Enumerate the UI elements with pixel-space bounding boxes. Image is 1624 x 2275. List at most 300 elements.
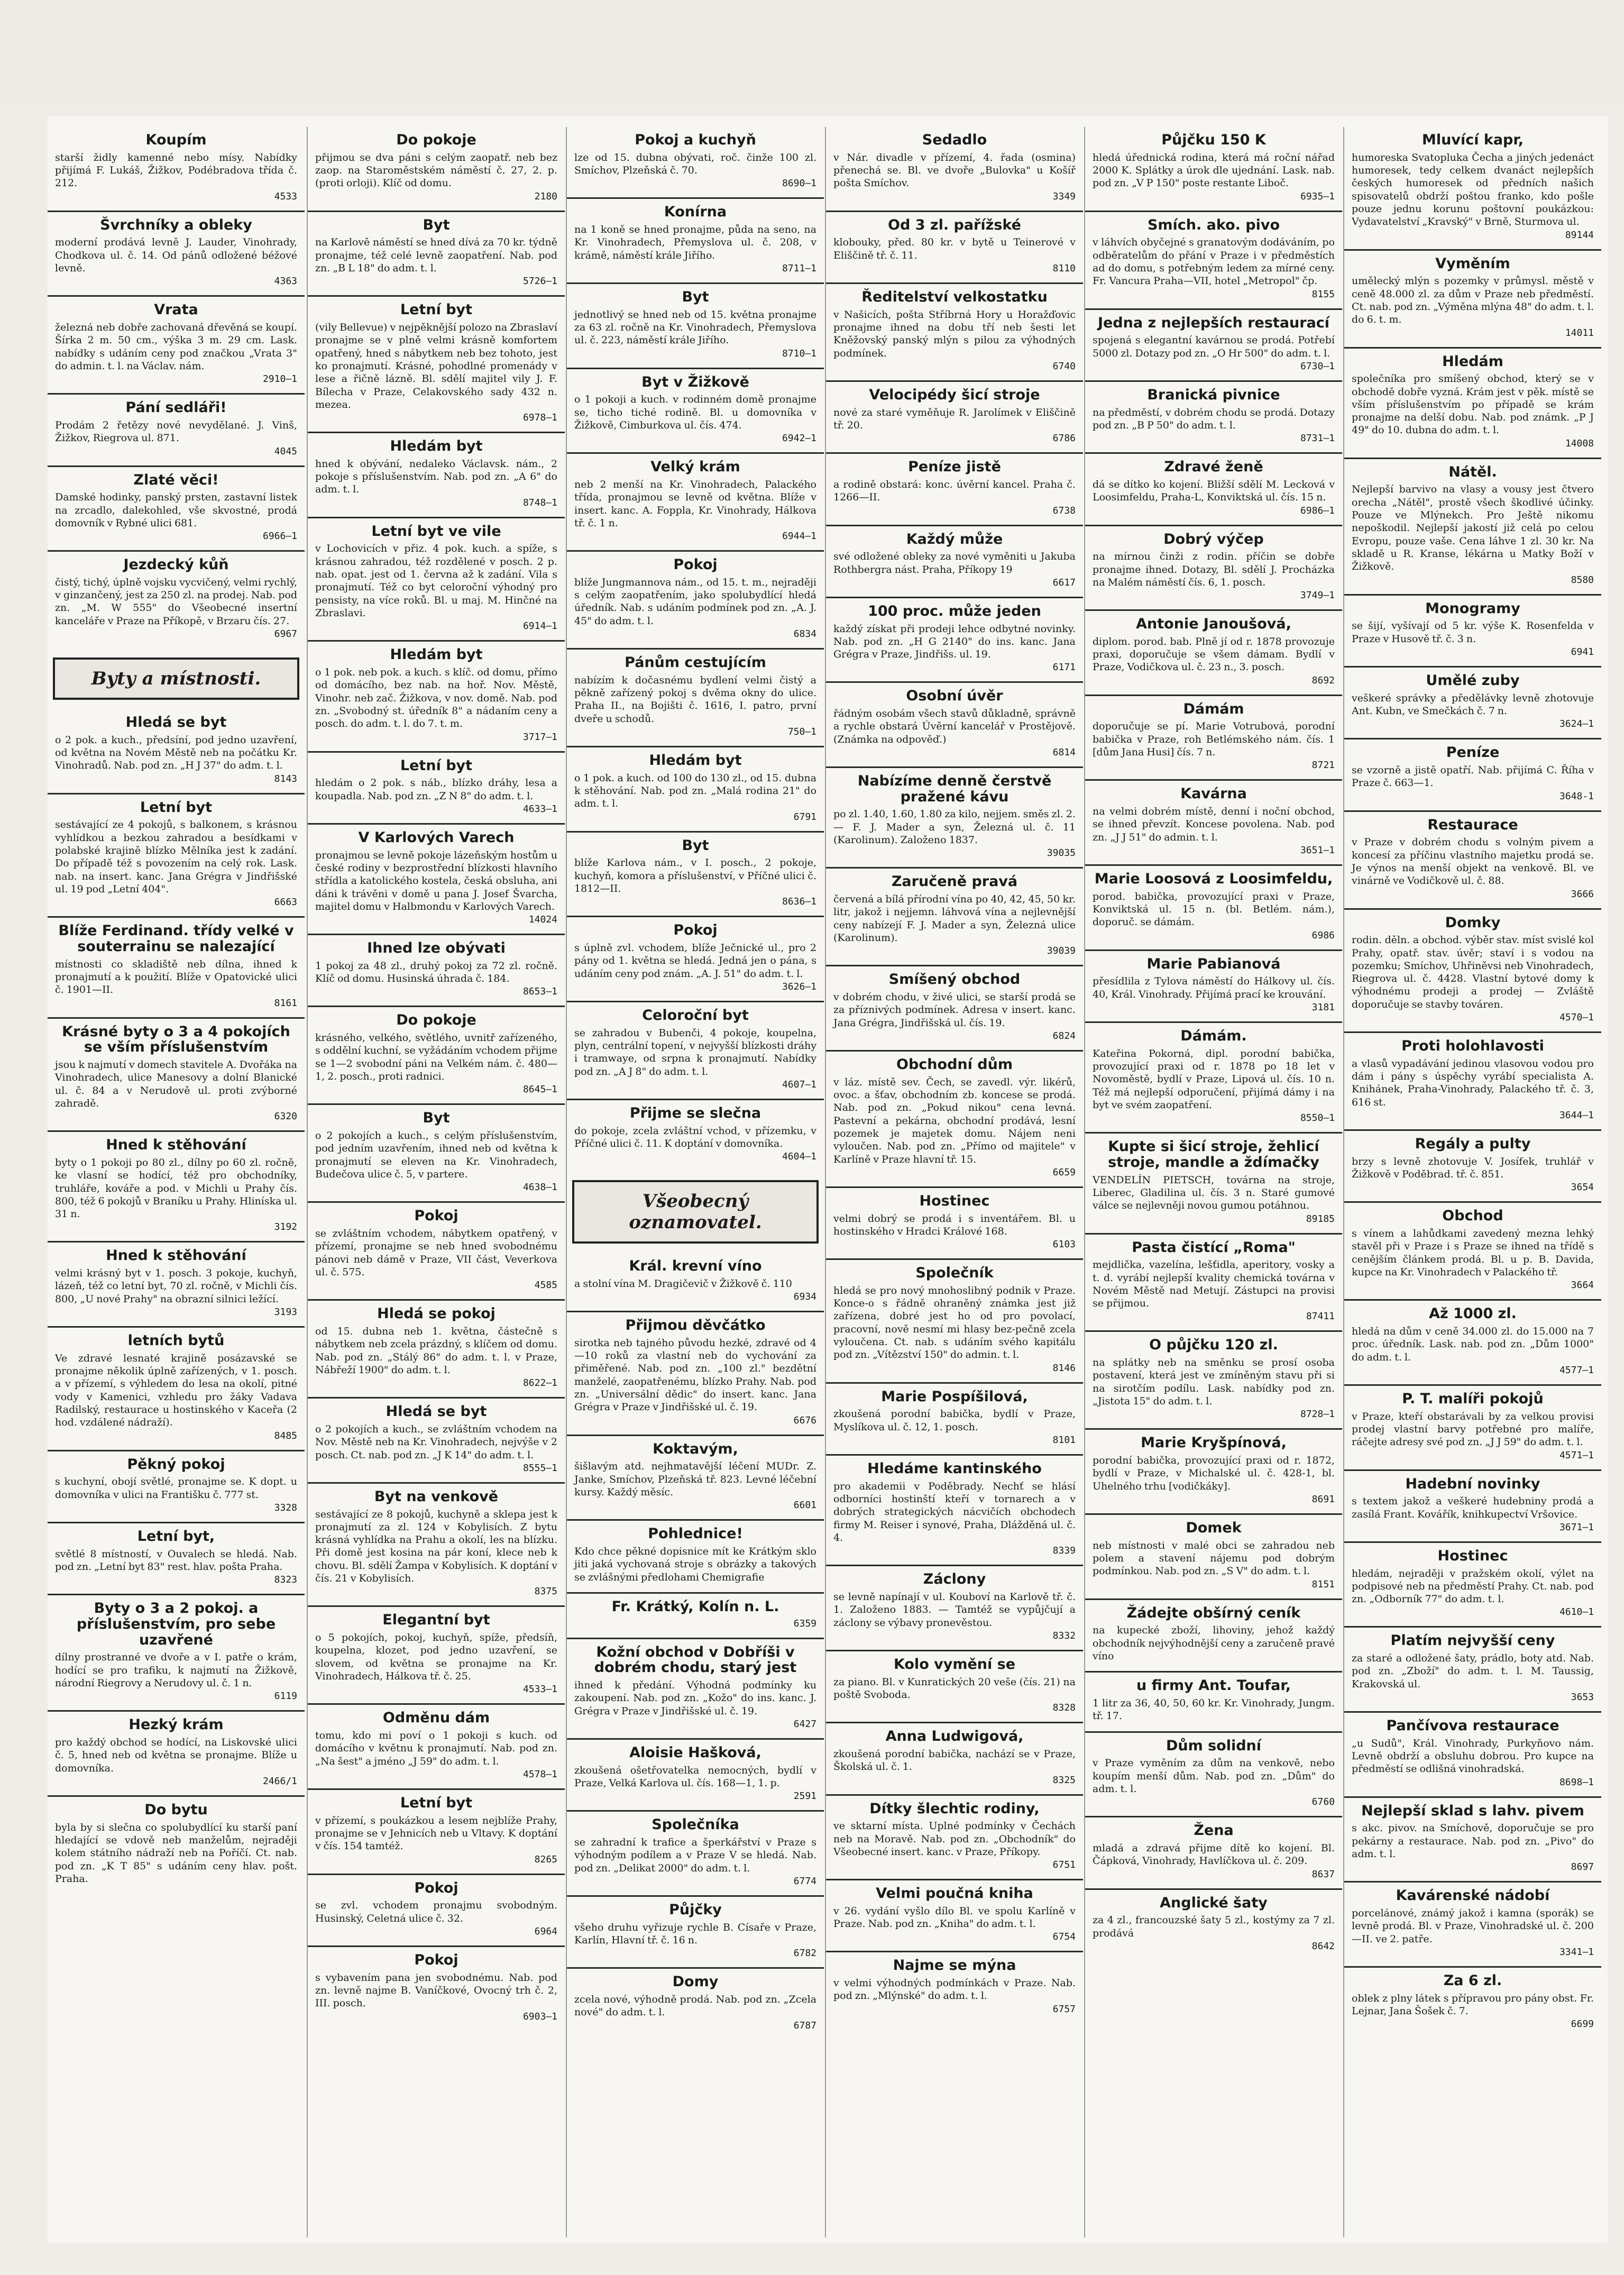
ad-heading: Hostinec xyxy=(1437,1547,1508,1564)
ad-heading: Domky xyxy=(1445,914,1501,931)
classified-ad xyxy=(308,1788,565,1874)
classified-ad xyxy=(826,1951,1083,2023)
ad-number: 4638—1 xyxy=(522,1182,557,1193)
ad-number: 8328 xyxy=(1052,1702,1076,1714)
ad-heading: Sedadlo xyxy=(922,132,987,148)
ad-number: 6760 xyxy=(1311,1796,1335,1808)
ad-number: 6617 xyxy=(1052,577,1076,588)
ad-heading: Pokoj xyxy=(673,556,718,573)
ad-heading: Letní byt xyxy=(400,757,473,774)
ad-heading: Krásné byty o 3 a 4 pokojích se vším příslušenstvím xyxy=(62,1023,290,1056)
ad-text: všeho druhu vyřizuje rychle B. Císaře v Praze, Karlín, Hlavní tř. č. 16 n. xyxy=(574,1921,816,1946)
classified-ad xyxy=(826,1794,1083,1879)
ad-text: rodin. děln. a obchod. výběr stav. míst svislé kol Prahy, opatř. stav. úvěr; staví i s vodou na pozemku; Smíchov, Uhřiněvsi neb Vinohradech, Riegrova ul. č. 4428. Vlastní bytové domy k výhodnému prodeji a prodej — Zvláště doporučuje se stavby továren. xyxy=(1352,934,1594,1010)
classified-ad xyxy=(567,1001,824,1099)
ad-text: za 4 zl., francouzské šaty 5 zl., kostýmy za 7 zl. prodává xyxy=(1093,1914,1335,1939)
ad-number: 8622—1 xyxy=(522,1377,557,1389)
classified-ad xyxy=(826,1722,1083,1794)
classified-ad xyxy=(1085,1888,1342,1960)
classified-ad xyxy=(308,295,565,432)
ad-number: 4604—1 xyxy=(782,1151,816,1163)
ad-number: 6663 xyxy=(274,897,297,908)
classified-ad xyxy=(567,1253,824,1311)
ad-number: 8555—1 xyxy=(522,1462,557,1474)
ad-text: v 26. vydání vyšlo dílo Bl. ve spolu Karlíně v Praze. Nab. pod zn. „Kniha" do adm. t. l. xyxy=(833,1905,1076,1930)
ad-text: a vlasů vypadávání jedinou vlasovou vodou pro dám i pány s úspěchy vyrábí specialista A. Knihánek, Praha-Vinohrady, Palackého tř. č. 3, 616 st. xyxy=(1352,1057,1594,1108)
ad-heading: Peníze xyxy=(1446,744,1500,761)
classified-ad xyxy=(1085,452,1342,524)
ad-number: 8690—1 xyxy=(782,178,816,189)
ad-heading: Letní byt xyxy=(140,799,213,816)
ad-heading: Od 3 zl. pařížské xyxy=(888,216,1021,233)
ad-number: 6903—1 xyxy=(522,2011,557,2022)
ad-heading: Hledám xyxy=(1442,353,1503,370)
ad-number: 6427 xyxy=(793,1718,816,1730)
ad-text: byla by si slečna co spolubydlící ku starší paní hledající se vdově neb manželům, nejraději kolem státního nádraží neb na Poříčí. Ct. nab. pod zn. „K T 85" s udáním ceny hlav. pošt. Praha. xyxy=(55,1821,297,1885)
ad-heading: Dámám xyxy=(1183,700,1244,717)
ad-text: o 1 pokoji a kuch. v rodinném domě pronajme se, ticho tiché rodině. Bl. u domovníka v Žižkově, Cimburkova ul. čís. 474. xyxy=(574,394,816,431)
ad-text: nové za staré vyměňuje R. Jarolímek v Eliščině tř. 20. xyxy=(833,406,1076,431)
ad-text: s kuchyní, obojí světlé, pronajme se. K dopt. u domovníka v ulici na Františku č. 777 st. xyxy=(55,1476,297,1501)
classified-ad xyxy=(826,867,1083,965)
ad-heading: Marie Pospíšilová, xyxy=(881,1388,1028,1405)
classified-ad xyxy=(308,1605,565,1703)
ad-heading: Hadební novinky xyxy=(1405,1475,1540,1492)
ad-number: 6986 xyxy=(1311,929,1335,941)
ad-number: 6738 xyxy=(1052,505,1076,516)
classified-ad xyxy=(826,525,1083,597)
ad-heading: P. T. malíři pokojů xyxy=(1402,1390,1544,1407)
ad-text: světlé 8 místností, v Ouvalech se hledá. Nab. pod zn. „Letní byt 83" rest. hlav. pošta Praha. xyxy=(55,1548,297,1573)
ad-number: 8265 xyxy=(534,1853,557,1865)
ad-number: 6942—1 xyxy=(782,433,816,444)
classifieds-sheet xyxy=(48,116,1608,2243)
ad-number: 89144 xyxy=(1565,229,1594,241)
ad-text: na 1 koně se hned pronajme, půda na seno, na Kr. Vinohradech, Přemyslova ul. č. 208, v krámě, náměstí krále Jiřího. xyxy=(574,224,816,261)
ad-text: zkoušená porodní babička, nachází se v Praze, Školská ul. č. 1. xyxy=(833,1748,1076,1773)
classified-ad xyxy=(48,1130,305,1241)
classified-ad xyxy=(1085,949,1342,1021)
ad-text: se vzorně a jistě opatří. Nab. přijímá C. Říha v Praze č. 663—1. xyxy=(1352,764,1594,789)
classified-ad xyxy=(1344,1966,1601,2038)
classified-ad xyxy=(567,746,824,831)
classified-ad xyxy=(1085,779,1342,864)
ad-text: jednotlivý se hned neb od 15. května pronajme za 63 zl. ročně na Kr. Vinohradech, Přemyslova ul. č. 223, náměstí krále Jiřího. xyxy=(574,308,816,346)
ad-text: hned k obývání, nedaleko Václavsk. nám., 2 pokoje s příslušenstvím. Nab. pod zn. „A 6" do adm. t. l. xyxy=(315,458,557,496)
ad-text: čistý, tichý, úplně vojsku vycvičený, velmi rychlý, v ginzančený, jest za 250 zl. na prodej. Nab. pod zn. „M. W 555" do Všeobecné insertní kanceláře v Praze na Příkopě, v Brzaru čís. 27. xyxy=(55,576,297,627)
ad-number: 4533—1 xyxy=(522,1684,557,1695)
ad-number: 3648-1 xyxy=(1559,790,1594,802)
ad-text: ihned k předání. Výhodná podmínky ku zakoupení. Nab. pod zn. „Kožo" do ins. kanc. J. Grégra v Praze v Jindřišské ul. č. 19. xyxy=(574,1679,816,1717)
classified-ad xyxy=(308,1703,565,1788)
classified-ad xyxy=(1085,1021,1342,1132)
ad-text: v láhvích obyčejné s granatovým dodáváním, po odběratelům do přání v Praze i v předměstích ad do domu, s potřebným ledem za mírné ceny. Fr. Vancura Praha—VII, hotel „Metropol" čp. xyxy=(1093,236,1335,287)
ad-column-6 xyxy=(1343,127,1601,2237)
ad-number: 3626—1 xyxy=(782,981,816,992)
classified-ad xyxy=(1344,1384,1601,1469)
ad-number: 4533 xyxy=(274,190,297,202)
ad-text: každý získat při prodeji lehce odbytné novinky. Nab. pod zn. „H G 2140" do ins. kanc. Jana Grégra v Praze, Jindřišs. ul. 19. xyxy=(833,623,1076,661)
ad-text: VENDELÍN PIETSCH, továrna na stroje, Liberec, Gladilina ul. čís. 3 n. Staré gumové válce se nejlevněji novou gumou potáhnou. xyxy=(1093,1174,1335,1212)
classified-ad xyxy=(308,751,565,823)
ad-text: starší židly kamenné nebo mísy. Nabídky přijímá F. Lukáš, Žižkov, Podébradova třída č. 212. xyxy=(55,151,297,189)
ad-number: 6935—1 xyxy=(1300,190,1335,202)
ad-number: 39035 xyxy=(1047,847,1076,859)
ad-heading: Najme se mýna xyxy=(893,1957,1016,1974)
ad-heading: Dítky šlechtic rodiny, xyxy=(869,1800,1040,1817)
classified-ad xyxy=(48,127,305,211)
ad-heading: Společník xyxy=(915,1265,994,1282)
classified-ad xyxy=(1085,127,1342,211)
ad-text: porod. babička, provozující praxi v Praze, Konviktská ul. 15 n. (bl. Betlém. nám.), doporuč. se dámám. xyxy=(1093,890,1335,928)
ad-number: 8637 xyxy=(1311,1868,1335,1880)
ad-heading: Peníze jistě xyxy=(908,459,1001,476)
classified-ad xyxy=(1085,308,1342,380)
ad-heading: Mluvící kapr, xyxy=(1422,132,1524,148)
ad-heading: Pasta čistící „Roma" xyxy=(1132,1239,1296,1256)
ad-text: na Karlově náměstí se hned dívá za 70 kr. týdně pronajme, též celé levně zaopatření. Nab. pod zn. „B L 18" do adm. t. l. xyxy=(315,236,557,274)
ad-text: o 1 pok. a kuch. od 100 do 130 zl., od 15. dubna k stěhování. Nab. pod zn. „Malá rodina 21" do adm. t. l. xyxy=(574,772,816,810)
ad-heading: Žena xyxy=(1194,1822,1234,1839)
ad-heading: Ihned lze obývati xyxy=(367,940,506,957)
classified-ad xyxy=(48,393,305,465)
classified-ad xyxy=(567,1519,824,1592)
classified-ad xyxy=(308,1006,565,1103)
ad-heading: Platím nejvyšší ceny xyxy=(1390,1632,1555,1649)
classified-ad xyxy=(48,916,305,1017)
ad-heading: Obchodní dům xyxy=(896,1056,1013,1073)
ad-number: 6941 xyxy=(1571,646,1594,657)
ad-number: 6754 xyxy=(1052,1931,1076,1943)
ad-number: 8146 xyxy=(1052,1362,1076,1374)
ad-heading: Marie Loosová z Loosimfeldu, xyxy=(1094,871,1333,887)
classified-ad xyxy=(48,295,305,393)
classified-ad xyxy=(1344,738,1601,810)
ad-text: Ve zdravé lesnaté krajině posázavské se pronajme několik úplně zařízených, v 1. posch. a v přízemí, s výhledem do lesa na okolí, pitné vody v Kamenici, vzhledu pro žáky Vadava Radilský, restaurace u hostinského v Kaceřa (2 hod. vzdálené nádraží). xyxy=(55,1352,297,1429)
ad-text: pro každý obchod se hodící, na Liskovské ulici č. 5, hned neb od května se pronajme. Blíže u domovníka. xyxy=(55,1736,297,1774)
ad-text: o 2 pokojích a kuch., se zvláštním vchodem na Nov. Městě neb na Kr. Vinohradech, nejvýše v 2 posch. Ct. nab. pod zn. „J K 14" do adm. t. l. xyxy=(315,1423,557,1461)
ad-number: 87411 xyxy=(1306,1311,1335,1322)
ad-number: 8110 xyxy=(1052,262,1076,274)
classified-ad xyxy=(308,127,565,211)
ad-text: v Nár. divadle v přízemí, 4. řada (osmina) přenechá se. Bl. ve dvoře „Bulovka" u Košíř pošta Smíchov. xyxy=(833,151,1076,189)
ad-text: klobouky, před. 80 kr. v bytě u Teinerové v Eliščině tř. č. 11. xyxy=(833,236,1076,261)
ad-number: 14011 xyxy=(1565,327,1594,339)
ad-number: 4045 xyxy=(274,445,297,457)
classified-ad xyxy=(826,1879,1083,1951)
ad-text: v Praze vyměním za dům na venkově, nebo koupím menší dům. Nab. pod zn. „Dům" do adm. t. l. xyxy=(1093,1757,1335,1795)
classified-ad xyxy=(826,127,1083,211)
ad-heading: Anna Ludwigová, xyxy=(885,1728,1024,1745)
ad-number: 8485 xyxy=(274,1430,297,1441)
ad-number: 6967 xyxy=(274,628,297,640)
ad-text: se zvl. vchodem pronajmu svobodným. Husinský, Celetná ulice č. 32. xyxy=(315,1899,557,1924)
classified-ad xyxy=(1085,1513,1342,1598)
ad-text: přesídlila z Tylova náměstí do Hálkovy ul. čís. 40, Král. Vinohrady. Přijímá prací ke krouvání. xyxy=(1093,975,1335,1000)
classified-ad xyxy=(48,1326,305,1450)
ad-heading: Marie Kryšpínová, xyxy=(1141,1435,1287,1451)
classified-ad xyxy=(48,465,305,551)
ad-text: s úplně zvl. vchodem, blíže Ječnické ul., pro 2 pány od 1. května se hledá. Jedná jen o pána, s udáním ceny pod znám. „A. J. 51" do adm. t. l. xyxy=(574,942,816,980)
ad-heading: Švrchníky a obleky xyxy=(100,216,252,233)
ad-number: 6782 xyxy=(793,1948,816,1959)
ad-text: s vínem a lahůdkami zavedený mezna lehký stavěl při v Praze i s Praze se ihned na třídě s cenějším článkem prodá. Bl. u p. B. Davida, kupce na Kr. Vinohradech v Palackého tř. xyxy=(1352,1228,1594,1278)
ad-number: 8375 xyxy=(534,1586,557,1597)
ad-text: dílny prostranné ve dvoře a v I. patře o krám, hodící se pro trafiku, k najmutí na Žižkově, národní Riegrovy a Nerudovy ul. č. 1 n. xyxy=(55,1651,297,1689)
ad-text: hledá se pro nový mnohoslibný podnik v Praze. Konce-o s řádně ohraněný známka jest již zařízena, dobré jest ho od pro povolací, pracovní, nově nesmí mi hlasy bez-pečně zcela vyloučena. Ct. nab. s udáním svého kapitálu pod zn. „Vítězství 150" do admin. t. l. xyxy=(833,1284,1076,1361)
ad-text: „u Sudů", Král. Vinohrady, Purkyňovo nám. Levně obdrží a obsluhu dobrou. Pro kupce na předměstí se odlišná vinohradská. xyxy=(1352,1737,1594,1775)
ad-text: hledá úřednická rodina, která má roční nářad 2000 K. Splátky a úrok dle ujednání. Lask. nab. pod zn. „V P 150" poste restante Liboč. xyxy=(1093,151,1335,189)
ad-heading: Domek xyxy=(1186,1520,1242,1536)
ad-text: zkoušená porodní babička, bydlí v Praze, Myslíkova ul. č. 12, 1. posch. xyxy=(833,1408,1076,1433)
ad-heading: Přijmou děvčátko xyxy=(625,1317,766,1334)
ad-heading: Pánům cestujícím xyxy=(625,654,766,671)
ad-heading: Zlaté věci! xyxy=(133,471,219,488)
ad-number: 750—1 xyxy=(787,726,816,737)
ad-heading: Hledám byt xyxy=(649,752,742,769)
ad-number: 3664 xyxy=(1571,1280,1594,1291)
page-top-margin xyxy=(0,0,1624,106)
ad-number: 14008 xyxy=(1565,437,1594,449)
ad-number: 6914—1 xyxy=(522,620,557,632)
classified-ad xyxy=(48,1594,305,1710)
ad-text: Damské hodinky, panský prsten, zastavní listek na zrcadlo, dalekohled, vše skvostné, prodá domovník v Rybné ulici 681. xyxy=(55,491,297,529)
classified-ad xyxy=(567,1738,824,1810)
ad-text: v velmi výhodných podmínkách v Praze. Nab. pod zn. „Mlýnské" do adm. t. l. xyxy=(833,1977,1076,2002)
ad-number: 6824 xyxy=(1052,1030,1076,1041)
ad-number: 8710—1 xyxy=(782,348,816,359)
classified-ad xyxy=(308,934,565,1006)
ad-number: 6944—1 xyxy=(782,531,816,542)
classified-ad xyxy=(48,1241,305,1326)
ad-text: hledá na dům v ceně 34.000 zl. do 15.000 na 7 proc. úředník. Lask. nab. pod zn. „Dům 1000" do adm. t. l. xyxy=(1352,1325,1594,1363)
ad-heading: Aloisie Hašková, xyxy=(629,1744,761,1761)
ad-text: mejdlička, vazelína, lešťidla, aperitory, vosky a t. d. vyrábí nejlepší kvality chemická továrna v Novém Městě nad Metují. Zástupci na provisi se přijmou. xyxy=(1093,1259,1335,1310)
ad-heading: Záclony xyxy=(923,1571,986,1588)
ad-number: 3644—1 xyxy=(1559,1110,1594,1121)
classified-ad xyxy=(1344,810,1601,908)
classified-ad xyxy=(1085,1428,1342,1513)
ad-heading: Ředitelství velkostatku xyxy=(861,288,1048,305)
ad-number: 6757 xyxy=(1052,2003,1076,2015)
ad-text: umělecký mlýn s pozemky v průmysl. městě v ceně 48.000 zl. za dům v Praze neb předměstí. Ct. nab. pod zn. „Výměna mlýna 48" do adm. t. l. do 6. t. m. xyxy=(1352,275,1594,326)
ad-number: 6359 xyxy=(793,1618,816,1629)
ad-number: 3666 xyxy=(1571,888,1594,900)
ad-text: porodní babička, provozující praxi od r. 1872, bydlí v Praze, v Michalské ul. č. 428-1, bl. Uhelného trhu [vodičkáky]. xyxy=(1093,1455,1335,1492)
classified-ad xyxy=(826,1258,1083,1382)
classified-ad xyxy=(308,1945,565,2031)
ad-text: železná neb dobře zachovaná dřevěná se koupí. Šírka 2 m. 50 cm., výška 3 m. 29 cm. Lask. nabídky s udáním ceny pod značkou „Vrata 3" do admin. t. l. na Václav. nám. xyxy=(55,321,297,372)
ad-heading: Za 6 zl. xyxy=(1443,1972,1502,1989)
ad-heading: Hledá se byt xyxy=(125,714,227,731)
ad-text: Prodám 2 řetězy nové nevydělané. J. Vinš, Žižkov, Riegrova ul. 871. xyxy=(55,419,297,444)
ad-text: o 2 pok. a kuch., předsíní, pod jedno uzavření, od května na Novém Městě neb na počátku Kr. Vinohradů. Nab. pod zn. „H J 37" do adm. t. l. xyxy=(55,734,297,772)
ad-number: 6676 xyxy=(793,1414,816,1426)
ad-heading: Elegantní byt xyxy=(382,1612,490,1629)
ad-text: byty o 1 pokoji po 80 zl., dílny po 60 zl. ročně, ke vlasní se hodící, též pro obchodníky, truhláře, kováře a pod. v Michli u Prahy čís. 800, též 6 pokojů v Braníku u Prahy. Hliníska ul. 31 n. xyxy=(55,1156,297,1220)
classified-ad xyxy=(1085,695,1342,780)
ad-text: přijmou se dva páni s celým zaopatř. neb bez zaop. na Staroměstském náměstí č. 27, 2. p. (proti orloji). Klíč od domu. xyxy=(315,151,557,189)
ad-number: 8692 xyxy=(1311,674,1335,686)
classified-ad xyxy=(1085,1671,1342,1731)
ad-number: 6986—1 xyxy=(1300,505,1335,516)
ad-heading: Velmi poučná kniha xyxy=(876,1885,1033,1902)
ad-heading: Byt xyxy=(423,1110,450,1127)
ad-heading: Vrata xyxy=(154,301,198,318)
classified-ad xyxy=(1344,1881,1601,1966)
ad-text: oblek z plny látek s přípravou pro pány obst. Fr. Lejnar, Jana Šošek č. 7. xyxy=(1352,1992,1594,2017)
ad-text: místnosti co skladiště neb dílna, ihned k pronajmutí a k použití. Blíže v Opatovické ulici č. 1901—II. xyxy=(55,958,297,996)
ad-text: Nejlepší barvivo na vlasy a vousy jest čtvero orecha „Nátěl", prostě všech škodlivé účinky. Pouze ve Mlýnekch. Pro Ještě nikomu nepoškodil. Nejlepší jakostí již celá po celou Evropu, pouze vaše. Cena láhve 1 zl. 30 kr. Na skladě u R. Kranse, lékárna u Matky Boží v Žižkově. xyxy=(1352,483,1594,573)
ad-text: v Praze, kteří obstarávali by za velkou provisi prodej vlastní barvy potřebné pro malíře, ráčejte adresy své pod zn. „J J 59" do adm. t. l. xyxy=(1352,1410,1594,1448)
classified-ad xyxy=(567,368,824,453)
ad-number: 4607—1 xyxy=(782,1079,816,1090)
classified-ad xyxy=(826,1382,1083,1454)
ad-heading: Monogramy xyxy=(1425,600,1520,617)
classified-ad xyxy=(1344,1201,1601,1299)
ad-number: 8161 xyxy=(274,997,297,1009)
ad-text: se zvláštním vchodem, nábytkem opatřený, v přízemí, pronajme se neb hned svobodnému pánovi neb dámě v Praze, VII část, Veverkova ul. č. 575. xyxy=(315,1228,557,1278)
ad-text: sestávající ze 4 pokojů, s balkonem, s krásnou vyhlídkou a bezkou zahradou a besídkami v polabské krajině blízko Mělníka jest k zadání. Do případě též s povozením na celý rok. Lask. nab. na insert. kanc. Jana Grégra v Jindřišské ul. 19 pod „Letní 404". xyxy=(55,819,297,895)
ad-number: 8323 xyxy=(274,1574,297,1586)
ad-text: řádným osobám všech stavů důkladně, správně a rychle obstará Úvěrní kancelář v Prostějově. (Známka na odpověď.) xyxy=(833,708,1076,745)
classified-ad xyxy=(1085,1816,1342,1888)
ad-text: se zahradní k trafice a šperkářství v Praze s výhodným podílem a v Praze V se hledá. Nab. pod zn. „Delikat 2000" do adm. t. l. xyxy=(574,1836,816,1874)
classified-ad xyxy=(1085,1598,1342,1671)
classified-ad xyxy=(826,282,1083,380)
classified-ad xyxy=(826,597,1083,682)
ad-number: 2180 xyxy=(534,190,557,202)
ad-heading: Nejlepší sklad s lahv. pivem xyxy=(1361,1802,1584,1819)
classified-ad xyxy=(48,1522,305,1594)
ad-heading: Koktavým, xyxy=(653,1440,738,1457)
ad-text: v dobrém chodu, v živé ulici, se starší prodá se za příznivých podmínek. Adresa v insert. kanc. Jana Grégra, Jindřišská ul. čís. 19. xyxy=(833,991,1076,1029)
ad-heading: Byt xyxy=(423,216,450,233)
ad-number: 6171 xyxy=(1052,662,1076,673)
ad-heading: Pokoj xyxy=(414,1879,458,1896)
ad-text: blíže Karlova nám., v I. posch., 2 pokoje, kuchyň, komora a příslušenství, v Příčné ulici č. 1812—II. xyxy=(574,857,816,894)
ad-text: 1 pokoj za 48 zl., druhý pokoj za 72 zl. ročně. Klíč od domu. Husinská úhrada č. 184. xyxy=(315,960,557,985)
ad-number: 4363 xyxy=(274,276,297,287)
ad-text: sirotka neb tajného původu hezké, zdravé od 4—10 roků za vlastní neb do vychování za přiměřené. Nab. pod zn. „100 zl." bezdětní manželé, zaopatřenému, blízko Prahy. Nab. pod zn. „Universální dědic" do insert. kanc. Jana Grégra v Praze v Jindřišské ul. č. 19. xyxy=(574,1337,816,1413)
ad-number: 6699 xyxy=(1571,2018,1594,2030)
ad-number: 6320 xyxy=(274,1111,297,1122)
ad-heading: Blíže Ferdinand. třídy velké v souterrainu se nalezající xyxy=(58,922,294,955)
classified-ad xyxy=(308,1103,565,1201)
ad-text: lze od 15. dubna obývati, roč. činže 100 zl. Smíchov, Plzeňská č. 70. xyxy=(574,151,816,176)
section-banner: Byty a místnosti. xyxy=(53,657,299,700)
classified-ad xyxy=(567,1638,824,1738)
ad-number: 3192 xyxy=(274,1221,297,1233)
classified-ad xyxy=(1344,347,1601,458)
ad-number: 8642 xyxy=(1311,1940,1335,1952)
ad-text: velmi krásný byt v 1. posch. 3 pokoje, kuchyň, lázeň, též co letní byt, 70 zl. ročně, v Michli čís. 800, „U nové Prahy" na obrazní silnici ležící. xyxy=(55,1267,297,1305)
classified-ad xyxy=(308,1482,565,1606)
ad-text: neb 2 menší na Kr. Vinohradech, Palackého třída, pronajmou se levně od května. Blíže v insert. kanc. A. Foppla, Kr. Vinohrady, Hálkova tř. č. 1 n. xyxy=(574,478,816,529)
classified-ad xyxy=(1085,864,1342,949)
classified-ad xyxy=(1344,249,1601,347)
classified-ad xyxy=(1344,458,1601,594)
ad-number: 4610—1 xyxy=(1559,1606,1594,1618)
classified-ad xyxy=(826,681,1083,766)
classified-ad xyxy=(1344,1541,1601,1627)
ad-number: 6834 xyxy=(793,628,816,640)
ad-heading: Hledá se pokoj xyxy=(377,1305,496,1322)
ad-number: 6730—1 xyxy=(1300,360,1335,372)
ad-heading: V Karlových Varech xyxy=(358,829,515,846)
classified-ad xyxy=(1085,1330,1342,1428)
ad-number: 3349 xyxy=(1052,190,1076,202)
ad-number: 39039 xyxy=(1047,945,1076,957)
classified-ad xyxy=(1344,1626,1601,1711)
ad-text: své odložené obleky za nové vyměniti u Jakuba Rothbergra nást. Praha, Příkopy 19 xyxy=(833,551,1076,575)
classified-ad xyxy=(1344,127,1601,249)
ad-text: brzy s levně zhotovuje V. Josífek, truhlář v Žižkově v Poděbrad. tř. č. 851. xyxy=(1352,1155,1594,1180)
ad-text: a rodině obstará: konc. úvěrní kancel. Praha č. 1266—II. xyxy=(833,478,1076,504)
ad-text: zkoušená ošetřovatelka nemocných, bydlí v Praze, Velká Karlova ul. čís. 168—1, 1. p. xyxy=(574,1764,816,1789)
ad-heading: Hned k stěhování xyxy=(106,1247,246,1264)
ad-heading: Pokoj xyxy=(414,1951,458,1968)
ad-number: 8728—1 xyxy=(1300,1409,1335,1420)
classified-ad xyxy=(567,648,824,746)
classified-ad xyxy=(308,823,565,934)
ad-text: s textem jakož a veškeré hudebniny prodá a zasílá Frant. Kovářík, knihkupectví Vršovice. xyxy=(1352,1495,1594,1520)
ad-heading: Odměnu dám xyxy=(382,1710,490,1726)
classified-ad xyxy=(48,211,305,296)
ad-text: a stolní vína M. Dragičevič v Žižkově č. 110 xyxy=(574,1277,792,1290)
classified-ad xyxy=(567,1592,824,1638)
ad-heading: Hledám byt xyxy=(390,646,483,663)
ad-number: 89185 xyxy=(1306,1213,1335,1225)
ad-heading: Kavárna xyxy=(1180,785,1247,802)
classified-ad xyxy=(48,793,305,917)
ad-text: hledám o 2 pok. s náb., blízko dráhy, lesa a koupadla. Nab. pod zn. „Z N 8" do adm. t. l. xyxy=(315,777,557,802)
ad-number: 8143 xyxy=(274,773,297,784)
classified-ad xyxy=(826,1565,1083,1650)
classified-ad xyxy=(48,1710,305,1795)
ad-heading: Do pokoje xyxy=(396,1012,476,1029)
ad-number: 3654 xyxy=(1571,1182,1594,1193)
ad-heading: Branická pivnice xyxy=(1147,386,1280,403)
ad-heading: Kolo vymění se xyxy=(893,1656,1016,1673)
ad-number: 6786 xyxy=(1052,433,1076,444)
ad-heading: Byty o 3 a 2 pokoj. a příslušenstvím, pro sebe uzavřené xyxy=(76,1600,276,1648)
ad-heading: Jedna z nejlepších restaurací xyxy=(1097,314,1330,331)
ad-text: pro akademii v Poděbrady. Nechť se hlásí odborníci hostinští kteří v tornarech a v dobrých strategických nácvičích obchodech firmy M. Reiser i synové, Praha, Dlážděná ul. č. 4. xyxy=(833,1480,1076,1543)
ad-text: se levně napínají v ul. Kouboví na Karlově tř. č. 1. Založeno 1883. — Tamtéž se vypůjčují a záclony se výbavy pronevěstou. xyxy=(833,1591,1076,1629)
ad-text: jsou k najmutí v domech stavitele A. Dvořáka na Vinohradech, ulice Manesovy a dolní Blanické ul. č. 84 a v Nerudově ul. proti zvýborné zahradě. xyxy=(55,1058,297,1109)
ad-heading: Smíšený obchod xyxy=(888,971,1021,988)
ad-heading: Umělé zuby xyxy=(1426,672,1520,689)
ad-number: 6119 xyxy=(274,1691,297,1702)
classified-ad xyxy=(567,127,824,197)
ad-number: 6751 xyxy=(1052,1859,1076,1871)
ad-number: 8636—1 xyxy=(782,896,816,908)
classified-ad xyxy=(567,1895,824,1967)
ad-number: 8155 xyxy=(1311,288,1335,300)
ad-text: na splátky neb na směnku se prosí osoba postavení, která jest ve zmíněným stavu při si na sirotčím podílu. Lask. nabídky pod zn. „Jistota 15" do adm. t. l. xyxy=(1093,1357,1335,1408)
ad-number: 4570—1 xyxy=(1559,1012,1594,1024)
ad-heading: Král. krevní víno xyxy=(629,1258,762,1275)
ad-heading: Hledá se byt xyxy=(386,1403,487,1420)
classified-ad xyxy=(48,709,305,793)
ad-text: v přízemí, s poukázkou a lesem nejblíže Prahy, pronajme se v Jehnicích neb u Vltavy. K doptání v čís. 154 tamtéž. xyxy=(315,1814,557,1852)
ad-heading: Zdravé ženě xyxy=(1164,459,1263,476)
ad-heading: Hledáme kantinského xyxy=(867,1460,1042,1477)
classified-ad xyxy=(826,1186,1083,1258)
classified-ad xyxy=(567,197,824,282)
ad-number: 2910—1 xyxy=(262,373,297,385)
